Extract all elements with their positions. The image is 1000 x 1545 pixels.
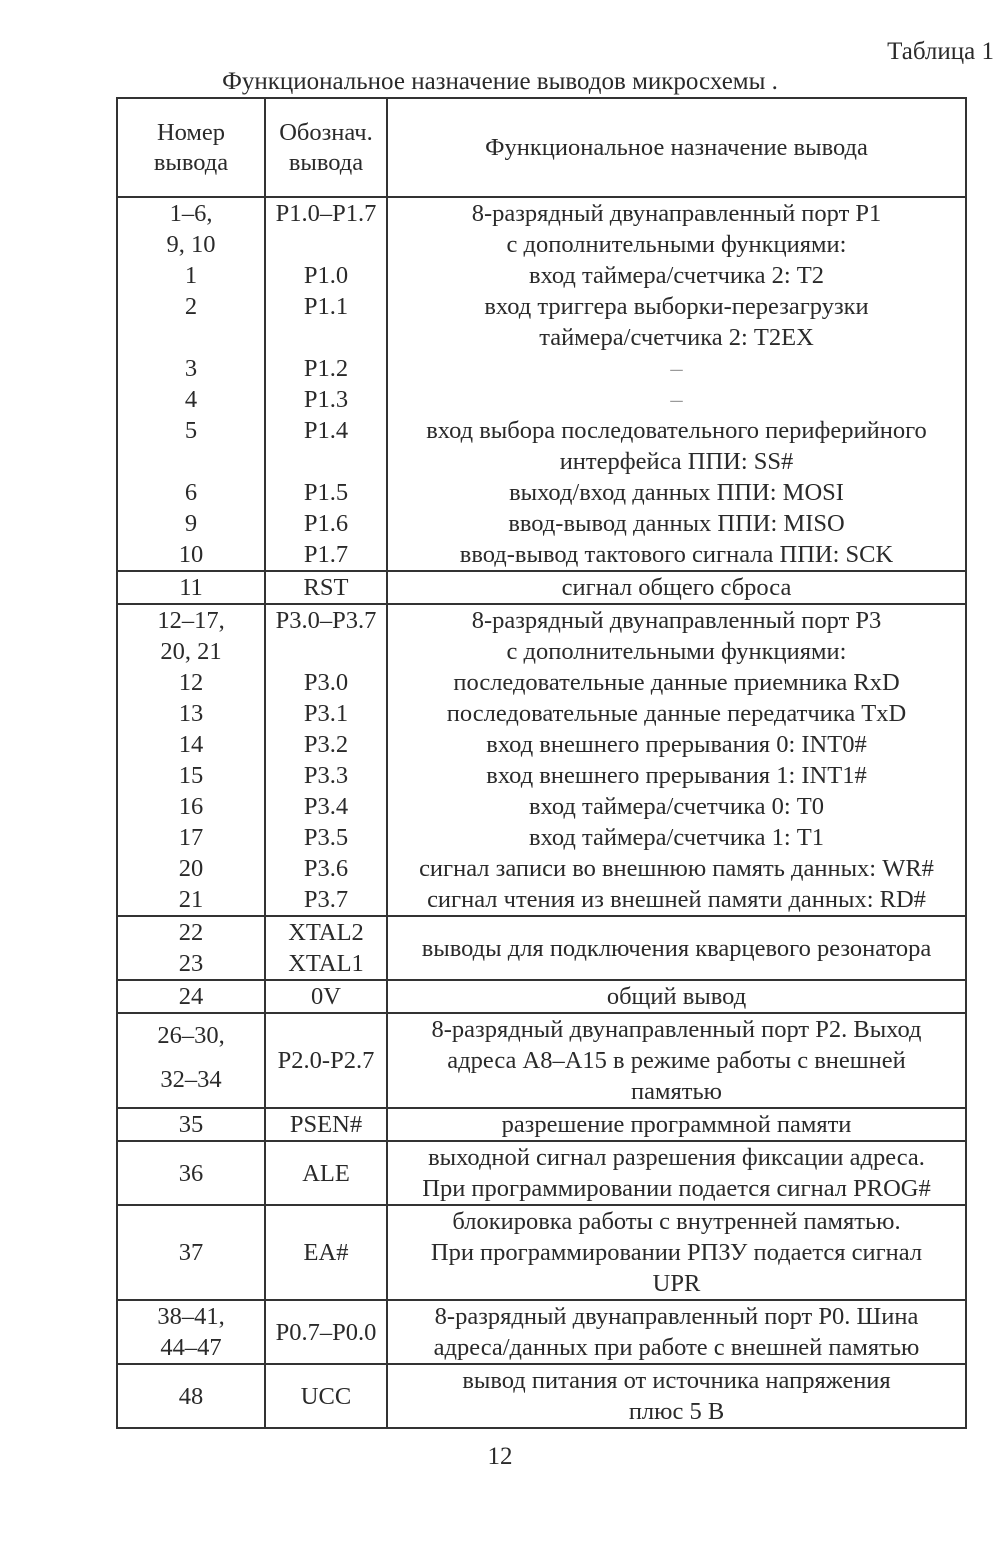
column-header-function bbox=[387, 98, 966, 197]
function-line: выход/вход данных ППИ: MOSI bbox=[509, 479, 844, 506]
pin-line: 48 bbox=[178, 1382, 204, 1410]
function-cell bbox=[387, 980, 966, 1013]
table-row bbox=[117, 1141, 966, 1205]
function-line: адреса A8–A15 в режиме работы с внешней bbox=[447, 1047, 906, 1074]
function-line: При программировании подается сигнал PROG# bbox=[422, 1175, 931, 1202]
table-row bbox=[117, 197, 966, 571]
function-line: UPR bbox=[652, 1270, 701, 1297]
pin-line: 21 bbox=[178, 886, 204, 913]
signal-line: P0.7–P0.0 bbox=[275, 1318, 377, 1346]
table-number: Таблица 1 bbox=[887, 38, 994, 65]
function-cell bbox=[387, 1300, 966, 1364]
signal-cell bbox=[265, 1108, 387, 1141]
header-row bbox=[117, 98, 966, 197]
function-line: плюс 5 В bbox=[628, 1398, 725, 1425]
signal-line: P1.4 bbox=[303, 417, 349, 444]
pin-cell bbox=[117, 1364, 265, 1428]
signal-cell bbox=[265, 197, 387, 571]
function-cell bbox=[387, 604, 966, 916]
signal-line: P3.2 bbox=[303, 731, 349, 758]
pin-cell bbox=[117, 197, 265, 571]
pin-line: 20, 21 bbox=[160, 638, 222, 665]
pin-line: 38–41, bbox=[157, 1303, 225, 1330]
pin-cell bbox=[117, 1013, 265, 1108]
signal-line: P1.7 bbox=[303, 541, 349, 568]
function-line: вход таймера/счетчика 1: T1 bbox=[529, 824, 824, 851]
page-number: 12 bbox=[487, 1443, 513, 1470]
function-cell bbox=[387, 571, 966, 604]
pin-line: 35 bbox=[178, 1111, 204, 1138]
function-line: сигнал чтения из внешней памяти данных: RD# bbox=[427, 886, 926, 913]
pin-line: 9 bbox=[184, 510, 198, 537]
signal-cell bbox=[265, 1205, 387, 1300]
table-row bbox=[117, 571, 966, 604]
function-line: памятью bbox=[631, 1078, 722, 1105]
signal-line: P2.0-P2.7 bbox=[277, 1047, 375, 1074]
signal-line: XTAL1 bbox=[288, 950, 364, 977]
function-cell bbox=[387, 916, 966, 980]
function-line: 8-разрядный двунаправленный порт P3 bbox=[471, 607, 882, 634]
signal-line bbox=[266, 229, 386, 260]
function-line: 8-разрядный двунаправленный порт P2. Выход bbox=[431, 1016, 922, 1043]
pin-cell bbox=[117, 1300, 265, 1364]
function-line: разрешение программной памяти bbox=[501, 1111, 852, 1138]
pin-line: 12–17, bbox=[157, 607, 225, 634]
pin-cell bbox=[117, 604, 265, 916]
function-cell bbox=[387, 1013, 966, 1108]
signal-line: P1.1 bbox=[303, 293, 349, 320]
pin-cell bbox=[117, 1205, 265, 1300]
function-line: вход триггера выборки-перезагрузки bbox=[484, 293, 869, 320]
pin-cell bbox=[117, 916, 265, 980]
function-line: вход внешнего прерывания 0: INT0# bbox=[486, 731, 867, 758]
signal-line: ALE bbox=[302, 1159, 350, 1187]
pin-line: 1–6, bbox=[169, 200, 213, 227]
signal-line bbox=[266, 446, 386, 477]
signal-line: P1.2 bbox=[303, 355, 349, 382]
function-cell bbox=[387, 1108, 966, 1141]
pin-line: 17 bbox=[178, 824, 204, 851]
pin-line: 15 bbox=[178, 762, 204, 789]
function-line: вывод питания от источника напряжения bbox=[462, 1367, 891, 1394]
signal-line: P1.6 bbox=[303, 510, 349, 537]
signal-line bbox=[266, 636, 386, 667]
function-line: сигнал записи во внешнюю память данных: WR# bbox=[419, 855, 934, 882]
signal-line: P3.0 bbox=[303, 669, 349, 696]
table-caption: Функциональное назначение выводов микросхемы . bbox=[222, 68, 778, 95]
pin-table bbox=[116, 97, 967, 1429]
pin-cell bbox=[117, 1108, 265, 1141]
pin-line: 2 bbox=[184, 293, 198, 320]
pin-line: 3 bbox=[184, 355, 198, 382]
pin-line: 10 bbox=[178, 541, 204, 568]
signal-cell bbox=[265, 1364, 387, 1428]
function-line: – bbox=[670, 386, 683, 413]
pin-cell bbox=[117, 571, 265, 604]
function-line: общий вывод bbox=[606, 983, 747, 1010]
pin-line: 1 bbox=[184, 262, 198, 289]
signal-line: P3.4 bbox=[303, 793, 349, 820]
function-line: выходной сигнал разрешения фиксации адреса. bbox=[428, 1144, 925, 1171]
pin-line bbox=[118, 322, 264, 353]
pin-line: 26–30, bbox=[157, 1022, 225, 1049]
pin-line: 37 bbox=[178, 1239, 204, 1266]
table-row bbox=[117, 980, 966, 1013]
function-line: – bbox=[670, 355, 683, 382]
pin-line: 12 bbox=[178, 669, 204, 696]
pin-line: 36 bbox=[178, 1159, 204, 1187]
pin-line: 6 bbox=[184, 479, 198, 506]
function-line: вход выбора последовательного периферийного bbox=[426, 417, 927, 444]
table-row bbox=[117, 916, 966, 980]
signal-line: PSEN# bbox=[289, 1111, 363, 1138]
signal-cell bbox=[265, 916, 387, 980]
function-cell bbox=[387, 1205, 966, 1300]
signal-line: EA# bbox=[303, 1239, 349, 1266]
pin-line: 20 bbox=[178, 855, 204, 882]
signal-line: 0V bbox=[311, 983, 341, 1010]
function-line: вход таймера/счетчика 0: T0 bbox=[529, 793, 824, 820]
pin-line: 9, 10 bbox=[166, 231, 216, 258]
function-line: с дополнительными функциями: bbox=[506, 638, 847, 665]
function-line: сигнал общего сброса bbox=[561, 574, 792, 601]
signal-line bbox=[266, 322, 386, 353]
pin-line: 32–34 bbox=[160, 1066, 222, 1093]
signal-line: P3.0–P3.7 bbox=[275, 607, 377, 634]
pin-line: 23 bbox=[178, 950, 204, 977]
function-line: адреса/данных при работе с внешней памятью bbox=[433, 1334, 920, 1361]
function-cell bbox=[387, 1364, 966, 1428]
pin-line: 13 bbox=[178, 700, 204, 727]
signal-cell bbox=[265, 1013, 387, 1108]
signal-line: P3.1 bbox=[303, 700, 349, 727]
signal-cell bbox=[265, 980, 387, 1013]
function-line: вход внешнего прерывания 1: INT1# bbox=[486, 762, 867, 789]
function-line: вход таймера/счетчика 2: T2 bbox=[529, 262, 824, 289]
pin-line bbox=[118, 446, 264, 477]
pin-line: 22 bbox=[178, 919, 204, 946]
function-line: 8-разрядный двунаправленный порт P1 bbox=[471, 200, 882, 227]
table-row bbox=[117, 1300, 966, 1364]
pin-line: 24 bbox=[178, 983, 204, 1010]
function-line: ввод-вывод тактового сигнала ППИ: SCK bbox=[459, 541, 894, 568]
table-row bbox=[117, 1205, 966, 1300]
signal-line: XTAL2 bbox=[288, 919, 364, 946]
column-header-signal-line1: Обознач. bbox=[279, 118, 373, 146]
pin-line: 14 bbox=[178, 731, 204, 758]
signal-line: P1.0–P1.7 bbox=[275, 200, 377, 227]
signal-cell bbox=[265, 604, 387, 916]
function-line: При программировании РПЗУ подается сигнал bbox=[430, 1239, 923, 1266]
table-row bbox=[117, 604, 966, 916]
pin-line: 44–47 bbox=[160, 1334, 222, 1361]
signal-line: P3.3 bbox=[303, 762, 349, 789]
pin-cell bbox=[117, 980, 265, 1013]
pin-line: 16 bbox=[178, 793, 204, 820]
function-line: выводы для подключения кварцевого резонатора bbox=[421, 934, 932, 962]
column-header-pin-line1: Номер bbox=[156, 118, 226, 146]
function-line: ввод-вывод данных ППИ: MISO bbox=[508, 510, 845, 537]
function-cell bbox=[387, 1141, 966, 1205]
function-line: с дополнительными функциями: bbox=[506, 231, 847, 258]
signal-line: P3.5 bbox=[303, 824, 349, 851]
function-line: 8-разрядный двунаправленный порт P0. Шина bbox=[434, 1303, 919, 1330]
column-header-signal bbox=[265, 98, 387, 197]
pin-cell bbox=[117, 1141, 265, 1205]
column-header-signal-line2: вывода bbox=[288, 148, 364, 176]
column-header-pin-line2: вывода bbox=[153, 148, 229, 176]
signal-line: UCC bbox=[300, 1382, 352, 1410]
signal-line: P3.7 bbox=[303, 886, 349, 913]
function-line: интерфейса ППИ: SS# bbox=[559, 448, 794, 475]
signal-cell bbox=[265, 571, 387, 604]
function-line: таймера/счетчика 2: T2EX bbox=[539, 324, 814, 351]
pin-line: 5 bbox=[184, 417, 198, 444]
signal-line: P1.0 bbox=[303, 262, 349, 289]
signal-cell bbox=[265, 1141, 387, 1205]
function-line: блокировка работы с внутренней памятью. bbox=[452, 1208, 901, 1235]
signal-line: P1.3 bbox=[303, 386, 349, 413]
function-line: последовательные данные приемника RxD bbox=[453, 669, 900, 696]
function-cell bbox=[387, 197, 966, 571]
table-row bbox=[117, 1364, 966, 1428]
signal-line: P1.5 bbox=[303, 479, 349, 506]
signal-line: P3.6 bbox=[303, 855, 349, 882]
table-row bbox=[117, 1108, 966, 1141]
column-header-function-line1: Функциональное назначение вывода bbox=[485, 133, 868, 161]
signal-cell bbox=[265, 1300, 387, 1364]
signal-line: RST bbox=[303, 574, 349, 601]
pin-line: 4 bbox=[184, 386, 198, 413]
column-header-pin bbox=[117, 98, 265, 197]
table-row bbox=[117, 1013, 966, 1108]
function-line: последовательные данные передатчика TxD bbox=[446, 700, 907, 727]
pin-line: 11 bbox=[179, 574, 203, 601]
